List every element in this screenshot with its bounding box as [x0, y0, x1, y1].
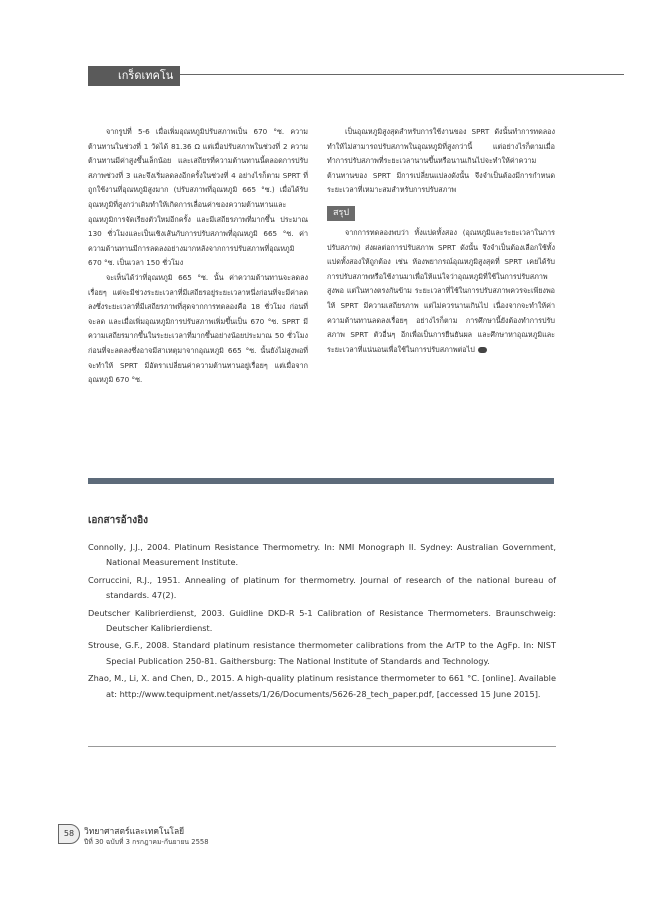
reference-item: Deutscher Kalibrierdienst, 2003. Guidline DKD-R 5-1 Calibration of Resistance Thermometers. Braunschweig: Deutscher Kalibrierdienst.	[88, 607, 556, 634]
body-paragraph: เป็นอุณหภูมิสูงสุดสำหรับการใช้งานของ SPRT ดังนั้นทำการทดลองทำให้ไม่สามารถปรับสภาพในอุณหภูมิที่สูงกว่านี้ แต่อย่างไรก็ตามเมื่อทำการปรับสภาพที่ระยะเวลานานขึ้นหรือนานเกินไปจะทำให้ค่าความต้านทานของ SPRT มีการเปลี่ยนแปลงดังนั้น จึงจำเป็นต้องมีการกำหนดระยะเวลาที่เหมาะสมสำหรับการปรับสภาพ	[327, 127, 555, 195]
journal-issue: ปีที่ 30 ฉบับที่ 3 กรกฎาคม-กันยายน 2558	[84, 838, 209, 846]
footer-rule	[88, 746, 556, 747]
reference-list	[88, 540, 556, 704]
section-tab	[88, 66, 180, 86]
reference-item: Connolly, J.J., 2004. Platinum Resistance Thermometry. In: NMI Monograph II. Sydney: Australian Government, National Measurement Institute.	[88, 542, 556, 568]
section-divider	[88, 478, 554, 484]
page-number: 58	[58, 824, 80, 844]
right-column	[327, 125, 555, 357]
body-paragraph: จากรูปที่ 5-6 เมื่อเพิ่มอุณหภูมิปรับสภาพเป็น 670 °ซ. ความต้านทานในช่วงที่ 1 วัดได้ 81.36 Ω แต่เมื่อปรับสภาพในช่วงที่ 2 ความต้านทานมีค่าสูงขึ้นเล็กน้อย และเสถียรที่ความต้านทานนี้ตลอดการปรับสภาพช่วงที่ 3 และจึงเริ่มลดลงอีกครั้งในช่วงที่ 4 อย่างไรก็ตาม SPRT ที่ถูกใช้งานที่อุณหภูมิสูงมาก (ปรับสภาพที่อุณหภูมิ 665 °ซ.) เมื่อได้รับอุณหภูมิที่สูงกว่าเดิมทำให้เกิดการเลื่อนค่าของความต้านทานและอุณหภูมิการจัดเรียงตัวใหม่อีกครั้ง และมีเสถียรภาพที่มากขึ้น ประมาณ 130 ชั่วโมงและเป็นเชิงเส้นกับการปรับสภาพที่อุณหภูมิ 665 °ซ. ค่าความต้านทานมีการลดลงอย่างมากหลังจากการปรับสภาพที่อุณหภูมิ 670 °ซ. เป็นเวลา 150 ชั่วโมง	[88, 127, 308, 268]
summary-text: จากการทดลองพบว่า ทั้งแปดทั้งสอง (อุณหภูมิและระยะเวลาในการปรับสภาพ) ส่งผลต่อการปรับสภาพ SPRT ดังนั้น จึงจำเป็นต้องเลือกใช้ทั้งแปดทั้งสองให้ถูกต้อง เช่น ห้องพยากรณ์อุณหภูมิสูงสุดที่ SPRT เคยได้รับ การปรับสภาพหรือใช้งานมาเพื่อให้แน่ใจว่าอุณหภูมิที่ใช้ในการปรับสภาพสูงพอ แต่ในทางตรงกันข้าม ระยะเวลาที่ใช้ในการปรับสภาพควรจะเพียงพอให้ SPRT มีความเสถียรภาพ แต่ไม่ควรนานเกินไป เนื่องจากจะทำให้ค่าความต้านทานลดลงเรื่อยๆ อย่างไรก็ตาม การศึกษานี้ยังต้องทำการปรับสภาพ SPRT ตัวอื่นๆ อีกเพื่อเป็นการยืนยันผล และศึกษาหาอุณหภูมิและระยะเวลาที่แน่นอนเพื่อใช้ในการปรับสภาพต่อไป	[327, 227, 555, 354]
left-column	[88, 125, 308, 388]
reference-item: Zhao, M., Li, X. and Chen, D., 2015. A high-quality platinum resistance thermometer to 661 °C. [online]. Available at: http://www.tequipment.net/assets/1/26/Documents/5626-28_tech_paper.pdf, [accessed 15 June 2015].	[88, 673, 556, 699]
reference-item: Corruccini, R.J., 1951. Annealing of platinum for thermometry. Journal of research of the national bureau of standards. 47(2).	[88, 574, 556, 601]
section-title: เกร็ดเทคโน	[118, 69, 174, 82]
references-heading: เอกสารอ้างอิง	[88, 515, 148, 526]
reference-item: Strouse, G.F., 2008. Standard platinum resistance thermometer calibrations from the ArTP to the AgFp. In: NIST Special Publication 250-81. Gaithersburg: The National Institute of Standards and Technology.	[88, 640, 556, 666]
body-paragraph: จะเห็นได้ว่าที่อุณหภูมิ 665 °ซ. นั้น ค่าความต้านทานจะลดลงเรื่อยๆ แต่จะมีช่วงระยะเวลาที่มีเสถียรอยู่ระยะเวลาหนึ่งก่อนที่จะมีค่าลดลงซึ่งระยะเวลาที่มีเสถียรภาพที่สุดจากการทดลองคือ 18 ชั่วโมง ก่อนที่จะลด และเมื่อเพิ่มอุณหภูมิการปรับสภาพเพิ่มขึ้นเป็น 670 °ซ. SPRT มีความเสถียรมากขึ้นในระยะเวลาที่มากขึ้นอย่างน้อยประมาณ 50 ชั่วโมง ก่อนที่จะลดลงซึ่งอาจมีสาเหตุมาจากอุณหภูมิ 665 °ซ. นั้นยังไม่สูงพอที่จะทำให้ SPRT มีอัตราเปลี่ยนค่าความต้านทานอยู่เรื่อยๆ แต่เมื่อจากอุณหภูมิ 670 °ซ.	[88, 272, 308, 385]
summary-paragraph	[327, 226, 555, 357]
summary-heading: สรุป	[327, 206, 355, 221]
end-mark-icon	[478, 347, 487, 353]
journal-title: วิทยาศาสตร์และเทคโนโลยี	[84, 827, 185, 837]
